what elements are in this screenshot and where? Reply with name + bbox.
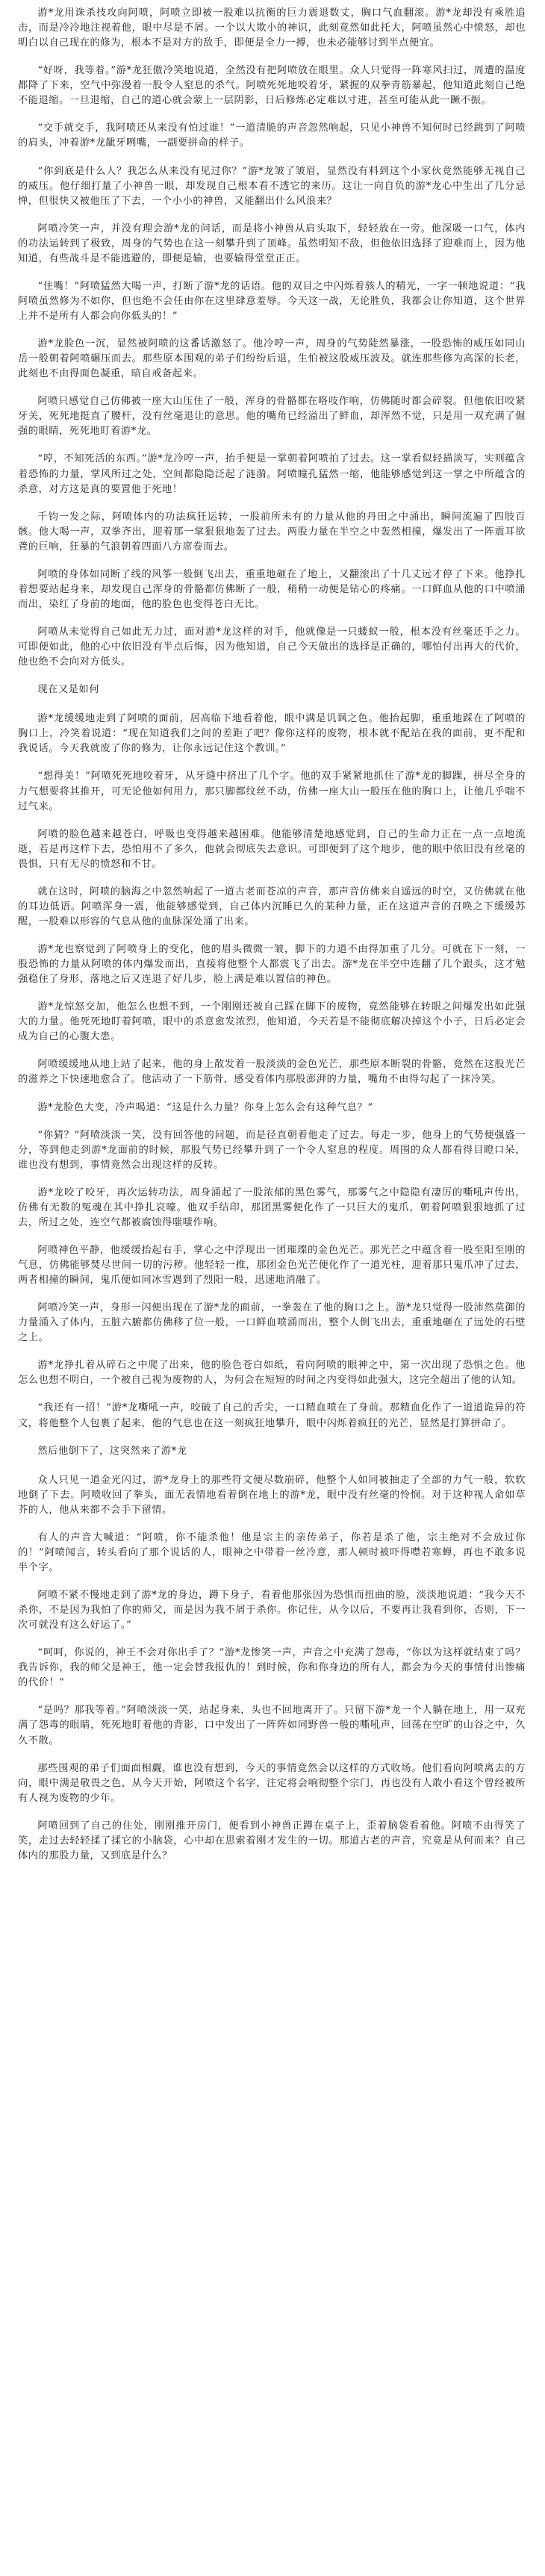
paragraph: “交手就交手，我阿喷还从来没有怕过谁！”一道清脆的声音忽然响起，只见小神兽不知何时已经跳到了阿喷的肩头，冲着游*龙龇牙咧嘴，一副要拼命的样子。 [18,122,526,149]
section-line: 现在又是如何 [37,684,100,696]
section-line: 然后他倒下了，这突然来了游*龙 [37,1445,187,1457]
paragraph: “想得美！”阿喷死死地咬着牙，从牙缝中挤出了几个字。他的双手紧紧地抓住了游*龙的脚踝，拼尽全身的力气想要将其推开，可无论他如何用力，那只脚都纹丝不动，仿佛一座大山一般压在他的胸口上，让他几乎喘不过气来。 [18,771,526,812]
paragraph: 游*龙缓缓地走到了阿喷的面前，居高临下地看着他，眼中满是讥讽之色。他抬起脚，重重地踩在了阿喷的胸口上，冷笑着说道：“现在知道我们之间的差距了吧？像你这样的废物，根本就不配站在我的面前，更不配和我说话。今天我就废了你的修为，让你永远记住这个教训。” [18,713,526,755]
paragraph: 阿喷冷笑一声，并没有理会游*龙的问话，而是将小神兽从肩头取下，轻轻放在一旁。他深吸一口气，体内的功法运转到了极致，周身的气势也在这一刻攀升到了顶峰。虽然明知不敌，但他依旧选择了迎难而上，因为他知道，有些战斗是不能逃避的，即便是输，也要输得堂堂正正。 [18,223,526,264]
paragraph: 有人的声音大喊道：“阿喷，你不能杀他！他是宗主的亲传弟子，你若是杀了他，宗主绝对不会放过你的！”阿喷闻言，转头看向了那个说话的人，眼神之中带着一丝冷意，那人顿时被吓得噤若寒蝉，再也不敢多说半个字。 [18,1531,526,1573]
paragraph: 阿喷不紧不慢地走到了游*龙的身边，蹲下身子，看着他那张因为恐惧而扭曲的脸，淡淡地说道：“我今天不杀你，不是因为我怕了你的师父，而是因为我不屑于杀你。你记住，从今以后，不要再让我看到你，否则，下一次可就没有这么好运了。” [18,1590,526,1631]
paragraph: “好呀，我等着。”游*龙狂傲冷笑地说道，全然没有把阿喷放在眼里。众人只觉得一阵寒风扫过，周遭的温度都降了下来，空气中弥漫着一股令人窒息的杀气。阿喷死死地咬着牙，紧握的双拳青筋暴起，他知道此刻自己绝不能退缩。一旦退缩，自己的道心就会蒙上一层阴影，日后修炼必定难以寸进，甚至可能从此一蹶不振。 [18,65,526,107]
paragraph: “是吗？那我等着。”阿喷淡淡一笑，站起身来，头也不回地离开了。只留下游*龙一个人躺在地上，用一双充满了怨毒的眼睛，死死地盯着他的背影，口中发出了一阵阵如同野兽一般的嘶吼声，回荡在空旷的山谷之中，久久不散。 [18,1705,526,1746]
paragraph: 千钧一发之际，阿喷体内的功法疯狂运转，一股前所未有的力量从他的丹田之中涌出，瞬间流遍了四肢百骸。他大喝一声，双拳齐出，迎着那一掌狠狠地轰了过去。两股力量在半空之中轰然相撞，爆发出了一阵震耳欲聋的巨响，狂暴的气浪朝着四面八方席卷而去。 [18,511,526,553]
paragraph: 阿喷缓缓地从地上站了起来，他的身上散发着一股淡淡的金色光芒，那些原本断裂的骨骼，竟然在这股光芒的滋养之下快速地愈合了。他活动了一下筋骨，感受着体内那股澎湃的力量，嘴角不由得勾起了一抹冷笑。 [18,1059,526,1086]
paragraph: 游*龙挣扎着从碎石之中爬了出来，他的脸色苍白如纸，看向阿喷的眼神之中，第一次出现了恐惧之色。他怎么也想不明白，一个被自己视为废物的人，为何会在短短的时间之内变得如此强大，这完全超出了他的认知。 [18,1360,526,1387]
paragraph: “你猜？”阿喷淡淡一笑，没有回答他的问题，而是径直朝着他走了过去。每走一步，他身上的气势便强盛一分，等到他走到游*龙面前的时候，那股气势已经攀升到了一个令人窒息的程度。周围的众人都看得目瞪口呆，谁也没有想到，事情竟然会出现这样的反转。 [18,1129,526,1171]
paragraph: 就在这时，阿喷的脑海之中忽然响起了一道古老而苍凉的声音，那声音仿佛来自遥远的时空，又仿佛就在他的耳边低语。阿喷浑身一震，他能够感觉到，自己体内沉睡已久的某种力量，正在这道声音的召唤之下缓缓苏醒，一股难以形容的气息从他的血脉深处涌了出来。 [18,886,526,927]
paragraph: “哼，不知死活的东西。”游*龙冷哼一声，抬手便是一掌朝着阿喷拍了过去。这一掌看似轻描淡写，实则蕴含着恐怖的力量，掌风所过之处，空间都隐隐泛起了涟漪。阿喷瞳孔猛然一缩，他能够感觉到这一掌之中所蕴含的杀意，对方这是真的要置他于死地！ [18,453,526,495]
paragraph: “呵呵，你说的，神王不会对你出手了？”游*龙惨笑一声，声音之中充满了怨毒，“你以为这样就结束了吗？我告诉你，我的师父是神王，他一定会替我报仇的！到时候，你和你身边的所有人，都会为今天的事情付出惨痛的代价！” [18,1647,526,1689]
paragraph: 游*龙惊怒交加，他怎么也想不到，一个刚刚还被自己踩在脚下的废物，竟然能够在转眼之间爆发出如此强大的力量。他死死地盯着阿喷，眼中的杀意愈发浓烈，他知道，今天若是不能彻底解决掉这个小子，日后必定会成为自己的心腹大患。 [18,1001,526,1043]
paragraph: “你到底是什么人？我怎么从来没有见过你？”游*龙皱了皱眉，显然没有料到这个小家伙竟然能够无视自己的威压。他仔细打量了小神兽一眼，却发现自己根本看不透它的来历。这让一向自负的游*龙心中生出了几分忌惮，但很快又被他压了下去，一个小小的神兽，又能翻出什么风浪来？ [18,165,526,207]
paragraph: 阿喷回到了自己的住处，刚刚推开房门，便看到小神兽正蹲在桌子上，歪着脑袋看着他。阿喷不由得笑了笑，走过去轻轻揉了揉它的小脑袋，心中却在思索着刚才发生的一切。那道古老的声音，究竟是从何而来？自己体内的那股力量，又到底是什么？ [18,1820,526,1861]
paragraph: 游*龙用诛杀技攻向阿喷，阿喷立即被一股难以抗衡的巨力震退数丈，胸口气血翻滚。游*龙却没有乘胜追击，而是冷冷地注视着他，眼中尽是不屑。一个以大欺小的神识，此刻竟然如此托大，阿喷虽然心中愤怒，却也明白以自己现在的修为，根本不是对方的敌手，即便是全力一搏，也未必能够讨到半点便宜。 [18,7,526,49]
paragraph: “我还有一招！”游*龙嘶吼一声，咬破了自己的舌尖，一口精血喷在了身前。那精血化作了一道道诡异的符文，将他整个人包裹了起来，他的气息也在这一刻疯狂地攀升，眼中闪烁着疯狂的光芒，显然是打算拼命了。 [18,1402,526,1429]
paragraph: 阿喷的脸色越来越苍白，呼吸也变得越来越困难。他能够清楚地感觉到，自己的生命力正在一点一点地流逝，若是再这样下去，恐怕用不了多久，他就会彻底失去意识。可即便到了这个地步，他的眼中依旧没有丝毫的畏惧，只有无尽的愤怒和不甘。 [18,828,526,870]
paragraph: 阿喷神色平静，他缓缓抬起右手，掌心之中浮现出一团璀璨的金色光芒。那光芒之中蕴含着一股至阳至刚的气息，仿佛能够焚尽世间一切的污秽。他轻轻一推，那团金色光芒便化作了一道光柱，迎着那只鬼爪冲了过去，两者相撞的瞬间，鬼爪便如同冰雪遇到了烈阳一般，迅速地消融了。 [18,1244,526,1287]
paragraph: 阿喷的身体如同断了线的风筝一般倒飞出去，重重地砸在了地上，又翻滚出了十几丈远才停了下来。他挣扎着想要站起身来，却发现自己浑身的骨骼都仿佛断了一般，稍稍一动便是钻心的疼痛。一口鲜血从他的口中喷涌而出，染红了身前的地面，他的脸色也变得苍白无比。 [18,568,526,610]
paragraph: 游*龙也察觉到了阿喷身上的变化，他的眉头微微一皱，脚下的力道不由得加重了几分。可就在下一刻，一股恐怖的力量从阿喷的体内爆发而出，直接将他整个人都震飞了出去。游*龙在半空中连翻了几个跟头，这才勉强稳住了身形，落地之后又连退了好几步，脸上满是难以置信的神色。 [18,944,526,986]
paragraph: 阿喷从未觉得自己如此无力过，面对游*龙这样的对手，他就像是一只蝼蚁一般，根本没有丝毫还手之力。可即便如此，他的心中依旧没有半点后悔，因为他知道，自己今天做出的选择是正确的，哪怕付出再大的代价，他也绝不会向对方低头。 [18,626,526,668]
paragraph: 游*龙脸色大变，冷声喝道：“这是什么力量？你身上怎么会有这种气息？” [37,1101,373,1113]
paragraph: “住嘴！”阿喷猛然大喝一声，打断了游*龙的话语。他的双目之中闪烁着骇人的精光，一字一顿地说道：“我阿喷虽然修为不如你，但也绝不会任由你在这里肆意羞辱。今天这一战，无论胜负，我都会让你知道，这个世界上并不是所有人都会向你低头的！” [18,280,526,322]
paragraph: 阿喷只感觉自己仿佛被一座大山压住了一般，浑身的骨骼都在咯吱作响，仿佛随时都会碎裂。但他依旧咬紧牙关，死死地挺直了腰杆，没有丝毫退让的意思。他的嘴角已经溢出了鲜血，却浑然不觉，只是用一双充满了倔强的眼睛，死死地盯着游*龙。 [18,396,526,438]
paragraph: 游*龙脸色一沉，显然被阿喷的这番话激怒了。他冷哼一声，周身的气势陡然暴涨，一股恐怖的威压如同山岳一般朝着阿喷碾压而去。那些原本围观的弟子们纷纷后退，生怕被这股威压波及。就连那些修为高深的长老，此刻也不由得面色凝重，暗自戒备起来。 [18,338,526,380]
paragraph: 那些围观的弟子们面面相觑，谁也没有想到，今天的事情竟然会以这样的方式收场。他们看向阿喷离去的方向，眼中满是敬畏之色，从今天开始，阿喷这个名字，注定将会响彻整个宗门，再也没有人敢小看这个曾经被所有人视为废物的少年。 [18,1762,526,1804]
paragraph: 众人只见一道金光闪过，游*龙身上的那些符文便尽数崩碎，他整个人如同被抽走了全部的力气一般，软软地倒了下去。阿喷收回了拳头，面无表情地看着倒在地上的游*龙，眼中没有丝毫的怜悯。对于这种视人命如草芥的人，他从来都不会手下留情。 [18,1474,526,1516]
paragraph: 阿喷冷笑一声，身形一闪便出现在了游*龙的面前，一拳轰在了他的胸口之上。游*龙只觉得一股沛然莫御的力量涌入了体内，五脏六腑都仿佛移了位一般，一口鲜血喷涌而出，整个人倒飞出去，重重地砸在了远处的石壁之上。 [18,1302,526,1344]
paragraph: 游*龙咬了咬牙，再次运转功法，周身涌起了一股浓郁的黑色雾气，那雾气之中隐隐有凄厉的嘶吼声传出，仿佛有无数的冤魂在其中挣扎哀嚎。他双手结印，那团黑雾便化作了一只巨大的鬼爪，朝着阿喷狠狠地抓了过去，所过之处，连空气都被腐蚀得嗤嗤作响。 [18,1186,526,1228]
